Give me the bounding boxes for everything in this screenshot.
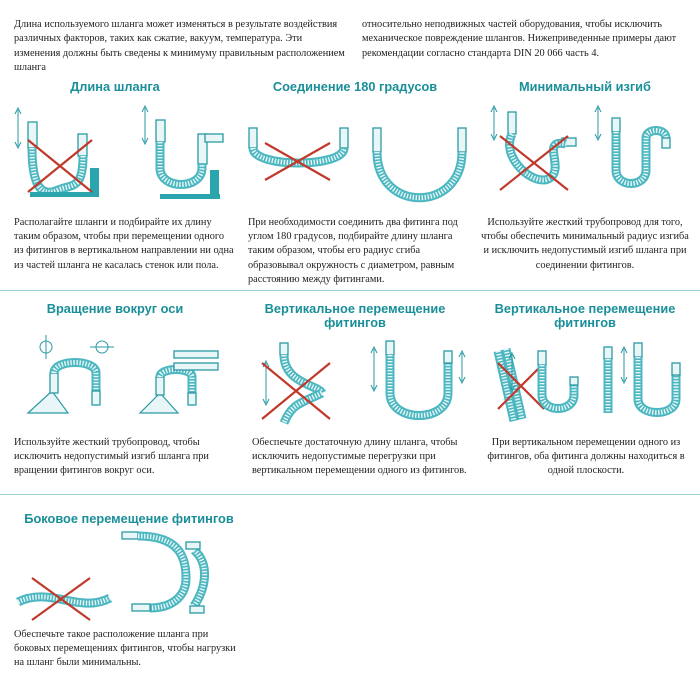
section-text-vertical-move-1: Обеспечьте достаточную длину шланга, чтобы исключить недопустимые перегрузки при вертикальном перемещении одного из фитингов. — [252, 437, 467, 477]
intro-right: относительно неподвижных частей оборудования, чтобы исключить механическое повреждение шлангов. Нижеприведенные примеры дают рекомендации согласно стандарта DIN 20 066 часть 4. — [362, 19, 677, 59]
section-title-vertical-move-1: Вертикальное перемещение фитингов — [264, 301, 446, 330]
intro-left: Длина используемого шланга может изменяться в результате воздействия различных факторов, таких как сжатие, вакуум, температура. Эти изменения должны быть сведены к минимуму правильным расположением шланга — [14, 19, 345, 74]
section-title-min-bend: Минимальный изгиб — [519, 79, 651, 94]
section-text-min-bend: Используйте жесткий трубопровод для того, чтобы обеспечить минимальный радиус изгиба и исключить недопустимый изгиб шланга при соединении фитингов. — [481, 217, 689, 271]
section-title-vertical-move-2: Вертикальное перемещение фитингов — [494, 301, 676, 330]
min-bend-illustration — [480, 98, 695, 208]
180-connection-illustration — [245, 98, 470, 208]
section-title-axis-rotation: Вращение вокруг оси — [46, 301, 184, 316]
axis-rotation-illustration — [10, 333, 235, 428]
divider — [0, 290, 700, 291]
section-title-180-connection: Соединение 180 градусов — [272, 79, 438, 94]
vertical-move-2-illustration — [484, 333, 694, 428]
section-title-hose-length: Длина шланга — [70, 79, 160, 94]
section-text-lateral-move: Обеспечьте такое расположение шланга при боковых перемещениях фитингов, чтобы нагрузки на шланг были минимальны. — [14, 629, 236, 669]
section-text-180-connection: При необходимости соединить два фитинга под углом 180 градусов, подбирайте длину шланга таким образом, чтобы его радиус сгиба образовывал окружность с диаметром, равным расстоянию между фитингами. — [248, 217, 458, 285]
section-title-lateral-move: Боковое перемещение фитингов — [24, 511, 234, 526]
vertical-move-1-illustration — [252, 333, 477, 428]
section-text-hose-length: Располагайте шланги и подбирайте их длину таким образом, чтобы при перемещении одного из фитингов в вертикальном направлении ни одна из частей шланга не касалась стенок или пола. — [14, 217, 234, 271]
section-text-axis-rotation: Используйте жесткий трубопровод, чтобы исключить недопустимый изгиб шланга при вращении фитингов вокруг оси. — [14, 437, 209, 477]
section-text-vertical-move-2: При вертикальном перемещении одного из фитингов, оба фитинга должны находиться в одной плоскости. — [487, 437, 685, 477]
hose-length-illustration — [10, 98, 235, 208]
divider — [0, 494, 700, 495]
lateral-move-illustration — [10, 528, 240, 623]
